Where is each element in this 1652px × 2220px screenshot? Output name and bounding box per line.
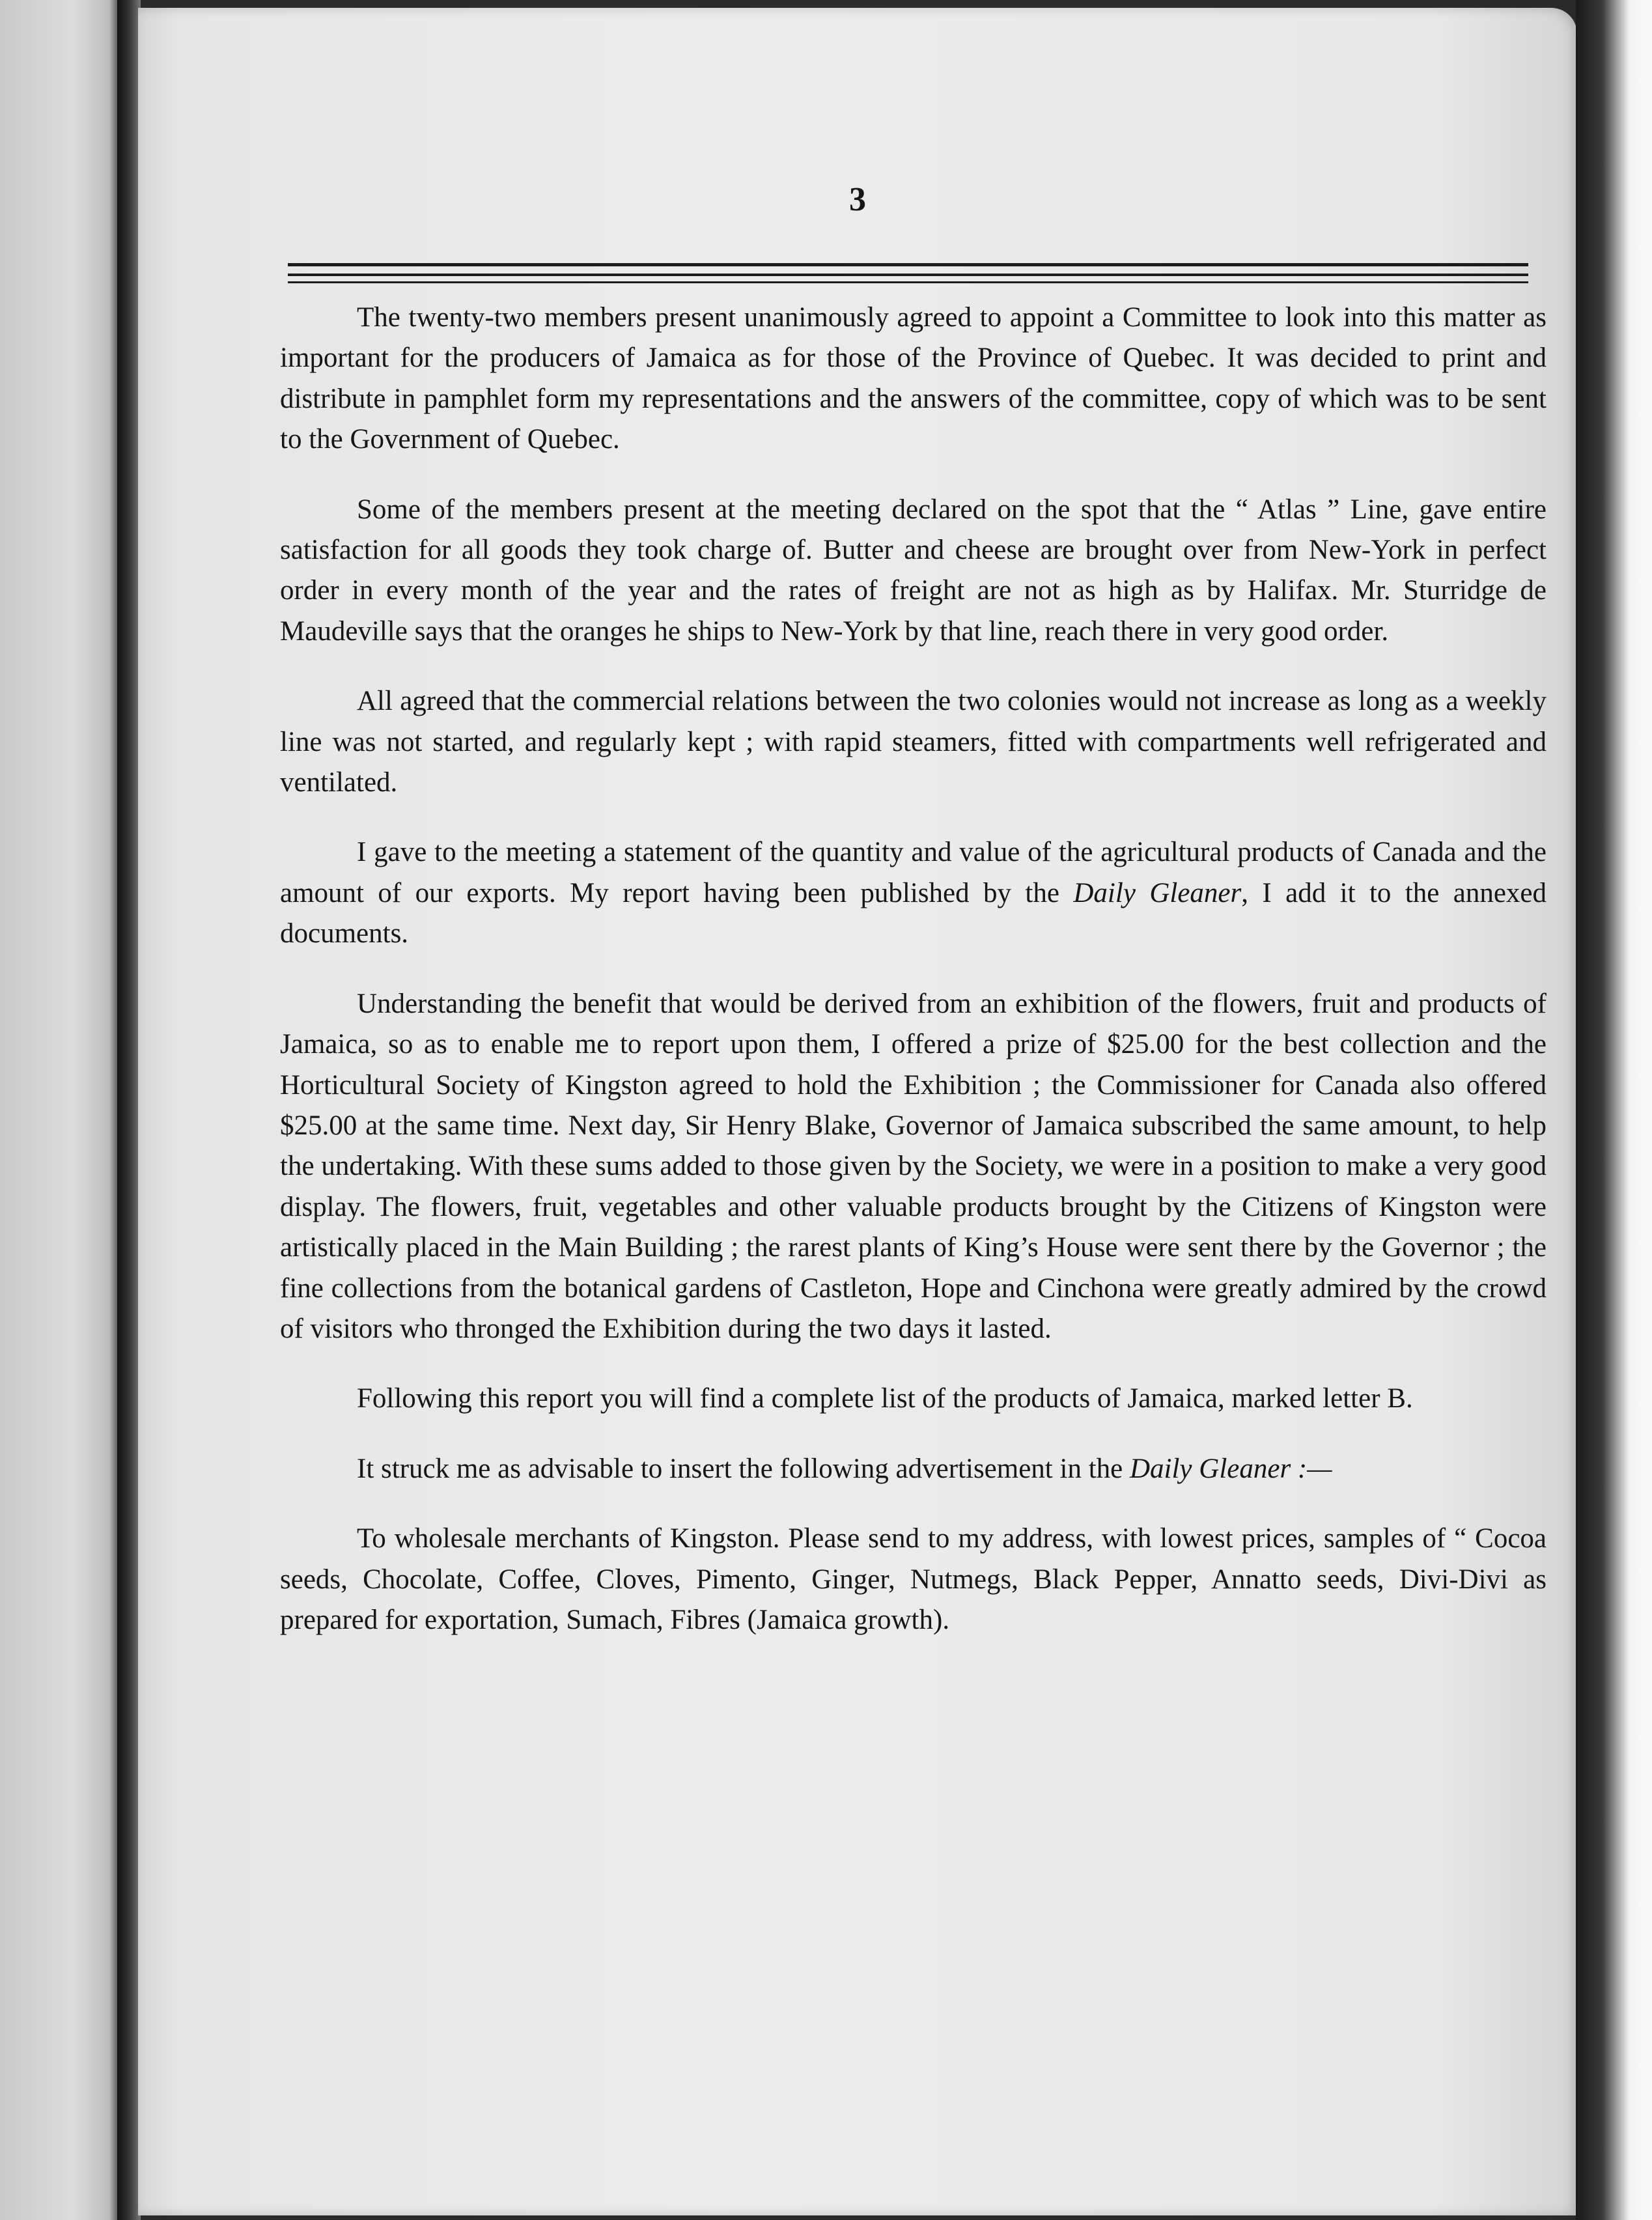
paragraph-advertisement: To wholesale merchants of Kingston. Please send to my address, with lowest prices, samples of “ Cocoa seeds, Chocolate, Coffee, Cloves, Pimento, Ginger, Nutmegs, Black Pepper, Annatto seeds, Divi-Divi as prepared for exportation, Sumach, Fibres (Jamaica growth).: [280, 1523, 1547, 1635]
paragraph-atlas-line: Some of the members present at the meeting declared on the spot that the “ Atlas ” Line, gave entire satisfaction for all goods they took charge of. Butter and cheese are brought over from New-York in perfect order in every month of the year and the rates of freight are not as high as by Halifax. Mr. Sturridge de Maudeville says that the oranges he ships to New-York by that line, reach there in very good order.: [280, 494, 1547, 647]
paragraph-committee: The twenty-two members present unanimously agreed to appoint a Committee to look into this matter as important for the producers of Jamaica as for those of the Province of Quebec. It was decided to print and distribute in pamphlet form my representations and the answers of the committee, copy of which was to be sent to the Government of Quebec.: [280, 302, 1547, 455]
paragraph-exhibition: Understanding the benefit that would be derived from an exhibition of the flowers, fruit and products of Jamaica, so as to enable me to report upon them, I offered a prize of $25.00 for the best collection and the Horticultural Society of Kingston agreed to hold the Exhibition ; the Commissioner for Canada also offered $25.00 at the same time. Next day, Sir Henry Blake, Governor of Jamaica subscribed the same amount, to help the undertaking. With these sums added to those given by the Society, we were in a position to make a very good display. The flowers, fruit, vegetables and other valuable products brought by the Citizens of Kingston were artistically placed in the Main Building ; the rarest plants of King’s House were sent there by the Governor ; the fine collections from the botanical gardens of Castleton, Hope and Cinchona were greatly admired by the crowd of visitors who thronged the Exhibition during the two days it lasted.: [280, 988, 1547, 1344]
book-gutter: [117, 0, 141, 2220]
header-rule: [288, 263, 1528, 266]
paragraph-advertisement-intro: [280, 1449, 1547, 1489]
document-page: [138, 8, 1577, 2215]
page-right-edge: [1576, 0, 1652, 2220]
paragraph-text: I gave to the meeting a statement of the quantity and value of the agricultural products of Canada and the amount of our exports. My report having been published by the: [280, 837, 1547, 908]
publication-title: Daily Gleaner :—: [1129, 1453, 1332, 1484]
header-rule: [288, 274, 1528, 276]
paragraph-products-list: Following this report you will find a complete list of the products of Jamaica, marked letter B.: [357, 1383, 1413, 1414]
previous-page-edge: [0, 0, 124, 2220]
body-text: [280, 298, 1547, 1670]
page-number: 3: [849, 181, 866, 218]
header-rule: [288, 281, 1528, 283]
paragraph-weekly-line: All agreed that the commercial relations between the two colonies would not increase as long as a weekly line was not started, and regularly kept ; with rapid steamers, fitted with compartments well refrigerated and ventilated.: [280, 686, 1547, 798]
paragraph-text: It struck me as advisable to insert the following advertisement in the: [357, 1453, 1130, 1484]
paragraph-statement: [280, 832, 1547, 954]
publication-title: Daily Gleaner: [1073, 877, 1242, 908]
paragraph-text: , I add it to the annexed documents.: [280, 877, 1547, 949]
